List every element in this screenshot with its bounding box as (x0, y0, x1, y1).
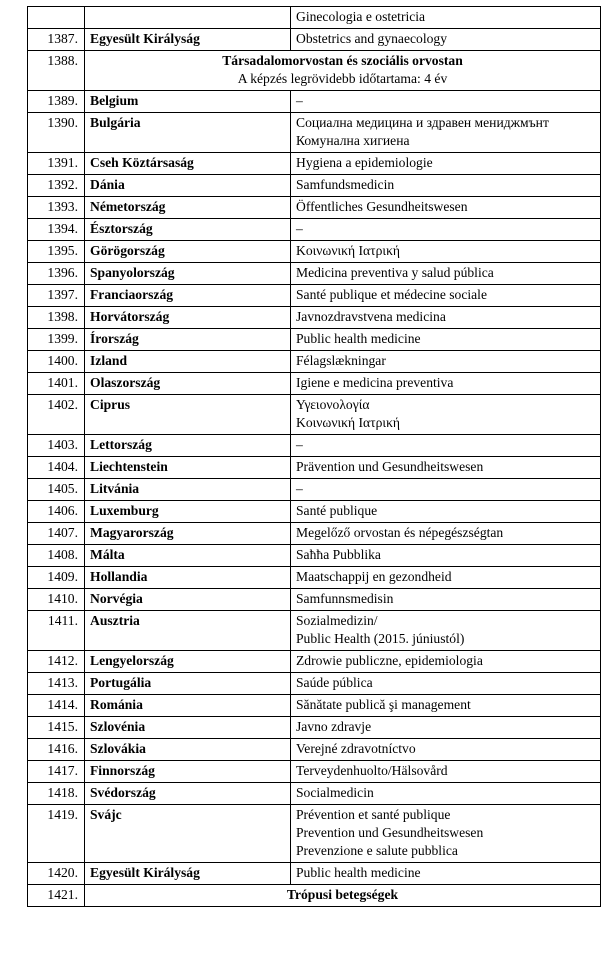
country-cell: Egyesült Királyság (85, 29, 291, 51)
table-row (28, 91, 601, 113)
section-title: Társadalomorvostan és szociális orvostan (222, 53, 463, 68)
row-number: 1401. (28, 373, 85, 395)
row-number: 1403. (28, 435, 85, 457)
table-row (28, 717, 601, 739)
row-number: 1399. (28, 329, 85, 351)
row-number: 1398. (28, 307, 85, 329)
country-cell: Ausztria (85, 611, 291, 651)
row-number: 1419. (28, 805, 85, 863)
country-cell: Portugália (85, 673, 291, 695)
row-number: 1394. (28, 219, 85, 241)
country-cell: Olaszország (85, 373, 291, 395)
specialty-name-cell: Öffentliches Gesundheitswesen (291, 197, 601, 219)
specialty-name-cell: Hygiena a epidemiologie (291, 153, 601, 175)
row-number: 1416. (28, 739, 85, 761)
row-number: 1388. (28, 51, 85, 91)
country-cell: Belgium (85, 91, 291, 113)
country-cell: Liechtenstein (85, 457, 291, 479)
specialty-name-cell: Социална медицина и здравен мениджмънт Комунална хигиена (291, 113, 601, 153)
country-cell: Szlovénia (85, 717, 291, 739)
specialty-name-cell: Saħħa Pubblika (291, 545, 601, 567)
row-number: 1415. (28, 717, 85, 739)
country-cell: Románia (85, 695, 291, 717)
country-cell (85, 7, 291, 29)
table-row (28, 197, 601, 219)
specialty-name-cell: Ginecologia e ostetricia (291, 7, 601, 29)
table-row (28, 479, 601, 501)
specialty-name-cell: Samfundsmedicin (291, 175, 601, 197)
specialty-name-cell: Obstetrics and gynaecology (291, 29, 601, 51)
section-heading (85, 51, 601, 91)
row-number: 1404. (28, 457, 85, 479)
country-cell: Ciprus (85, 395, 291, 435)
table-row (28, 589, 601, 611)
row-number: 1410. (28, 589, 85, 611)
row-number: 1414. (28, 695, 85, 717)
table-row (28, 761, 601, 783)
country-cell: Bulgária (85, 113, 291, 153)
specialty-name-cell: Κοινωνική Ιατρική (291, 241, 601, 263)
row-number: 1395. (28, 241, 85, 263)
specialty-name-cell: Zdrowie publiczne, epidemiologia (291, 651, 601, 673)
table-row (28, 263, 601, 285)
specialty-name-cell: Maatschappij en gezondheid (291, 567, 601, 589)
row-number: 1390. (28, 113, 85, 153)
row-number (28, 7, 85, 29)
country-cell: Magyarország (85, 523, 291, 545)
country-cell: Dánia (85, 175, 291, 197)
table-row (28, 739, 601, 761)
table-row (28, 673, 601, 695)
specialty-name-cell: Public health medicine (291, 329, 601, 351)
row-number: 1389. (28, 91, 85, 113)
specialty-name-cell: – (291, 91, 601, 113)
country-cell: Hollandia (85, 567, 291, 589)
specialty-name-cell: – (291, 219, 601, 241)
specialty-name-cell: Félagslækningar (291, 351, 601, 373)
row-number: 1412. (28, 651, 85, 673)
row-number: 1392. (28, 175, 85, 197)
specialty-name-cell: Terveydenhuolto/Hälsovård (291, 761, 601, 783)
specialty-name-cell: Verejné zdravotníctvo (291, 739, 601, 761)
row-number: 1397. (28, 285, 85, 307)
country-cell: Svájc (85, 805, 291, 863)
country-cell: Észtország (85, 219, 291, 241)
specialty-name-cell: Igiene e medicina preventiva (291, 373, 601, 395)
table-row (28, 219, 601, 241)
row-number: 1409. (28, 567, 85, 589)
row-number: 1417. (28, 761, 85, 783)
table-body (28, 7, 601, 907)
row-number: 1407. (28, 523, 85, 545)
specialty-name-cell: Javnozdravstvena medicina (291, 307, 601, 329)
country-cell: Horvátország (85, 307, 291, 329)
country-cell: Cseh Köztársaság (85, 153, 291, 175)
row-number: 1391. (28, 153, 85, 175)
country-cell: Norvégia (85, 589, 291, 611)
table-row (28, 351, 601, 373)
specialty-name-cell: Socialmedicin (291, 783, 601, 805)
specialty-name-cell: Prévention et santé publique Prevention und Gesundheitswesen Prevenzione e salute pubblica (291, 805, 601, 863)
section-heading (85, 885, 601, 907)
table-row (28, 285, 601, 307)
table-row (28, 307, 601, 329)
row-number: 1413. (28, 673, 85, 695)
table-row (28, 523, 601, 545)
table-row (28, 241, 601, 263)
specialty-name-cell: Santé publique (291, 501, 601, 523)
specialty-name-cell: Sozialmedizin/ Public Health (2015. júniustól) (291, 611, 601, 651)
table-row (28, 175, 601, 197)
section-subtitle: A képzés legrövidebb időtartama: 4 év (237, 71, 448, 86)
table-row (28, 805, 601, 863)
table-row (28, 7, 601, 29)
country-cell: Írország (85, 329, 291, 351)
row-number: 1406. (28, 501, 85, 523)
specialty-name-cell: – (291, 479, 601, 501)
specialty-name-cell: Javno zdravje (291, 717, 601, 739)
table-row (28, 783, 601, 805)
specialty-name-cell: Υγειονολογία Κοινωνική Ιατρική (291, 395, 601, 435)
specialty-name-cell: Sănătate publică şi management (291, 695, 601, 717)
specialty-table (27, 6, 601, 907)
country-cell: Egyesült Királyság (85, 863, 291, 885)
row-number: 1402. (28, 395, 85, 435)
country-cell: Szlovákia (85, 739, 291, 761)
section-row (28, 51, 601, 91)
table-row (28, 545, 601, 567)
table-row (28, 567, 601, 589)
table-row (28, 373, 601, 395)
country-cell: Franciaország (85, 285, 291, 307)
country-cell: Litvánia (85, 479, 291, 501)
row-number: 1400. (28, 351, 85, 373)
row-number: 1396. (28, 263, 85, 285)
row-number: 1405. (28, 479, 85, 501)
specialty-name-cell: Prävention und Gesundheitswesen (291, 457, 601, 479)
country-cell: Luxemburg (85, 501, 291, 523)
country-cell: Lettország (85, 435, 291, 457)
section-title: Trópusi betegségek (286, 887, 399, 902)
table-row (28, 457, 601, 479)
table-row (28, 501, 601, 523)
country-cell: Spanyolország (85, 263, 291, 285)
table-row (28, 611, 601, 651)
table-row (28, 113, 601, 153)
country-cell: Lengyelország (85, 651, 291, 673)
table-row (28, 435, 601, 457)
row-number: 1408. (28, 545, 85, 567)
table-row (28, 153, 601, 175)
specialty-name-cell: Medicina preventiva y salud pública (291, 263, 601, 285)
table-row (28, 695, 601, 717)
table-row (28, 29, 601, 51)
specialty-name-cell: Megelőző orvostan és népegészségtan (291, 523, 601, 545)
table-row (28, 395, 601, 435)
country-cell: Finnország (85, 761, 291, 783)
section-row (28, 885, 601, 907)
specialty-name-cell: Public health medicine (291, 863, 601, 885)
table-row (28, 651, 601, 673)
row-number: 1421. (28, 885, 85, 907)
specialty-name-cell: – (291, 435, 601, 457)
row-number: 1418. (28, 783, 85, 805)
specialty-name-cell: Santé publique et médecine sociale (291, 285, 601, 307)
row-number: 1411. (28, 611, 85, 651)
country-cell: Izland (85, 351, 291, 373)
country-cell: Svédország (85, 783, 291, 805)
row-number: 1393. (28, 197, 85, 219)
table-row (28, 329, 601, 351)
row-number: 1387. (28, 29, 85, 51)
specialty-name-cell: Saúde pública (291, 673, 601, 695)
specialty-name-cell: Samfunnsmedisin (291, 589, 601, 611)
country-cell: Görögország (85, 241, 291, 263)
table-row (28, 863, 601, 885)
country-cell: Németország (85, 197, 291, 219)
country-cell: Málta (85, 545, 291, 567)
row-number: 1420. (28, 863, 85, 885)
